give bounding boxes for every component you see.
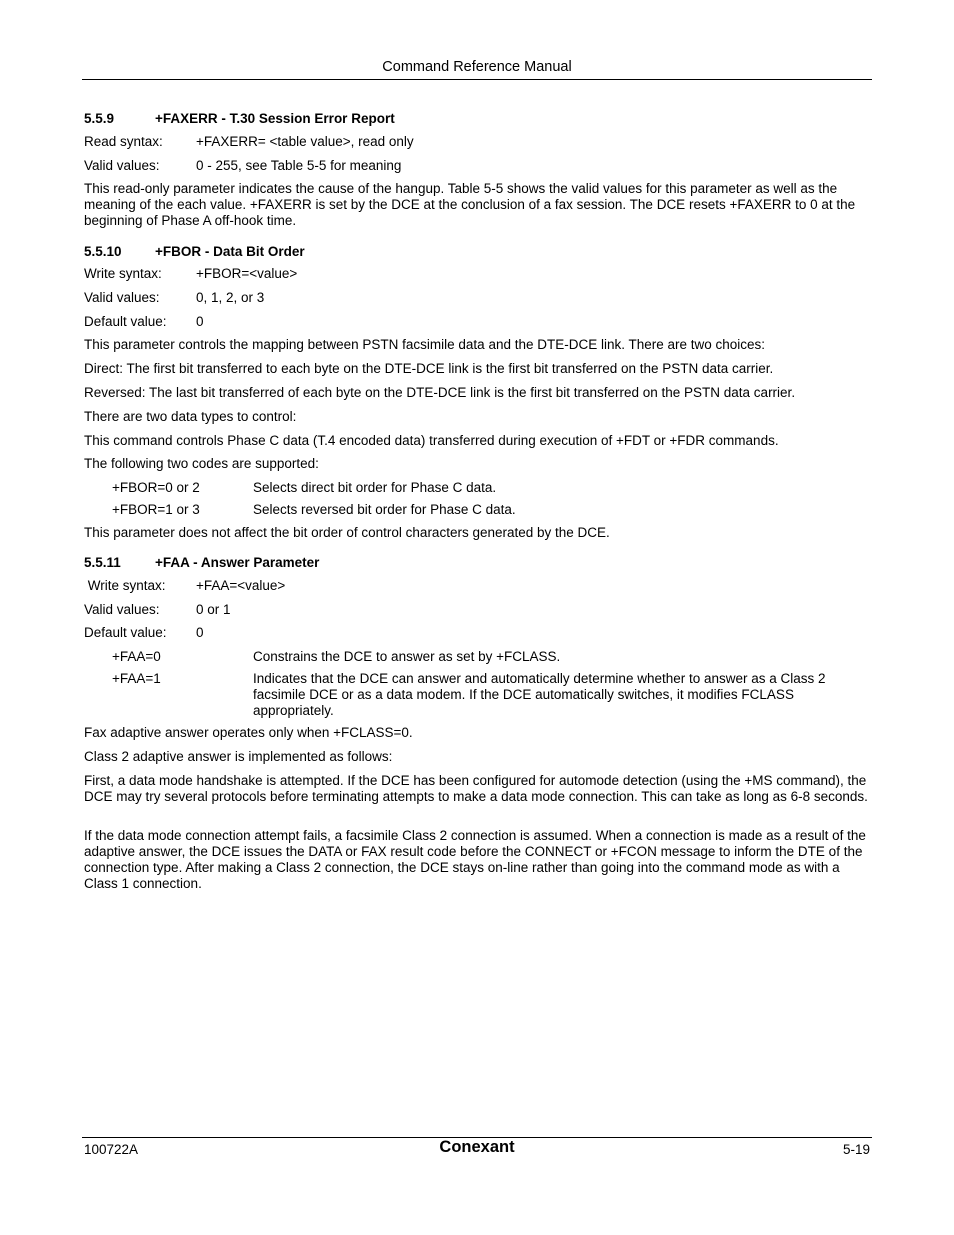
row-value: 0 - 255, see Table 5-5 for meaning — [196, 158, 402, 173]
paragraph: Reversed: The last bit transferred of each byte on the DTE-DCE link is the first bit transferred on the PSTN data carrier. — [84, 385, 796, 400]
paragraph: Fax adaptive answer operates only when +FCLASS=0. — [84, 725, 413, 740]
row-value: +FAXERR= <table value>, read only — [196, 134, 414, 149]
row-value: +FBOR=<value> — [196, 266, 298, 281]
paragraph: This read-only parameter indicates the cause of the hangup. Table 5-5 shows the valid values for this parameter as well as the meaning of the each value. +FAXERR is set by the DCE at the conclusion of a fax session. The DCE resets +FAXERR to 0 at the beginning of Phase A off-hook time. — [84, 181, 856, 228]
row-value: +FAA=<value> — [196, 578, 286, 593]
paragraph: This command controls Phase C data (T.4 encoded data) transferred during execution of +FDT or +FDR commands. — [84, 433, 779, 448]
header-rule — [82, 79, 872, 80]
syntax-row — [84, 578, 784, 594]
paragraph: The following two codes are supported: — [84, 456, 319, 471]
row-label: Default value: — [84, 314, 167, 329]
values-row — [84, 602, 784, 618]
row-label: Write syntax: — [84, 578, 166, 593]
document-number: 100722A — [84, 1142, 139, 1157]
default-row — [84, 314, 784, 330]
row-value: 0, 1, 2, or 3 — [196, 290, 265, 305]
syntax-row — [84, 266, 784, 282]
section-title: +FAA - Answer Parameter — [155, 555, 320, 570]
code-value: +FAA=1 — [112, 671, 161, 686]
paragraph: If the data mode connection attempt fails, a facsimile Class 2 connection is assumed. When a connection is made as a result of the adaptive answer, the DCE issues the DATA or FAX result code before the CONNECT or +FCON message to inform the DTE of the connection type. After making a Class 2 connection, the DCE stays on-line rather than going into the command mode as with a Class 1 connection. — [84, 828, 866, 891]
row-label: Valid values: — [84, 602, 160, 617]
section-number: 5.5.10 — [84, 244, 122, 259]
code-description: Indicates that the DCE can answer and automatically determine whether to answer as a Class 2 facsimile DCE or as a data modem. If the DCE automatically switches, it modifies FCLASS appropriately. — [253, 671, 826, 718]
section-heading — [84, 111, 784, 127]
row-value: 0 or 1 — [196, 602, 231, 617]
values-row — [84, 290, 784, 306]
company-name: Conexant — [439, 1138, 515, 1156]
code-row — [112, 502, 872, 518]
section-title: +FAXERR - T.30 Session Error Report — [155, 111, 395, 126]
row-label: Write syntax: — [84, 266, 162, 281]
section-title: +FBOR - Data Bit Order — [155, 244, 305, 259]
section-heading — [84, 555, 784, 571]
default-row — [84, 625, 784, 641]
code-value: +FBOR=1 or 3 — [112, 502, 200, 517]
code-description: Selects reversed bit order for Phase C data. — [253, 502, 516, 517]
code-row — [112, 480, 872, 496]
row-label: Read syntax: — [84, 134, 163, 149]
paragraph: Direct: The first bit transferred to each byte on the DTE-DCE link is the first bit transferred on the PSTN data carrier. — [84, 361, 774, 376]
code-row — [112, 671, 872, 719]
section-heading — [84, 244, 784, 260]
row-value: 0 — [196, 314, 204, 329]
code-value: +FAA=0 — [112, 649, 161, 664]
row-value: 0 — [196, 625, 204, 640]
code-description: Selects direct bit order for Phase C data. — [253, 480, 497, 495]
code-description: Constrains the DCE to answer as set by +FCLASS. — [253, 649, 561, 664]
row-label: Default value: — [84, 625, 167, 640]
running-header: Command Reference Manual — [382, 59, 572, 75]
code-row — [112, 649, 872, 665]
paragraph: This parameter does not affect the bit order of control characters generated by the DCE. — [84, 525, 610, 540]
paragraph: First, a data mode handshake is attempted. If the DCE has been configured for automode detection (using the +MS command), the DCE may try several protocols before terminating attempts to make a data mode connection. This can take as long as 6-8 seconds. — [84, 773, 868, 804]
paragraph: Class 2 adaptive answer is implemented as follows: — [84, 749, 393, 764]
row-label: Valid values: — [84, 158, 160, 173]
section-number: 5.5.11 — [84, 555, 121, 570]
page-number: 5-19 — [842, 1142, 870, 1157]
paragraph: There are two data types to control: — [84, 409, 297, 424]
syntax-row — [84, 134, 784, 150]
paragraph: This parameter controls the mapping between PSTN facsimile data and the DTE-DCE link. There are two choices: — [84, 337, 766, 352]
row-label: Valid values: — [84, 290, 160, 305]
code-value: +FBOR=0 or 2 — [112, 480, 200, 495]
values-row — [84, 158, 784, 174]
section-number: 5.5.9 — [84, 111, 115, 126]
